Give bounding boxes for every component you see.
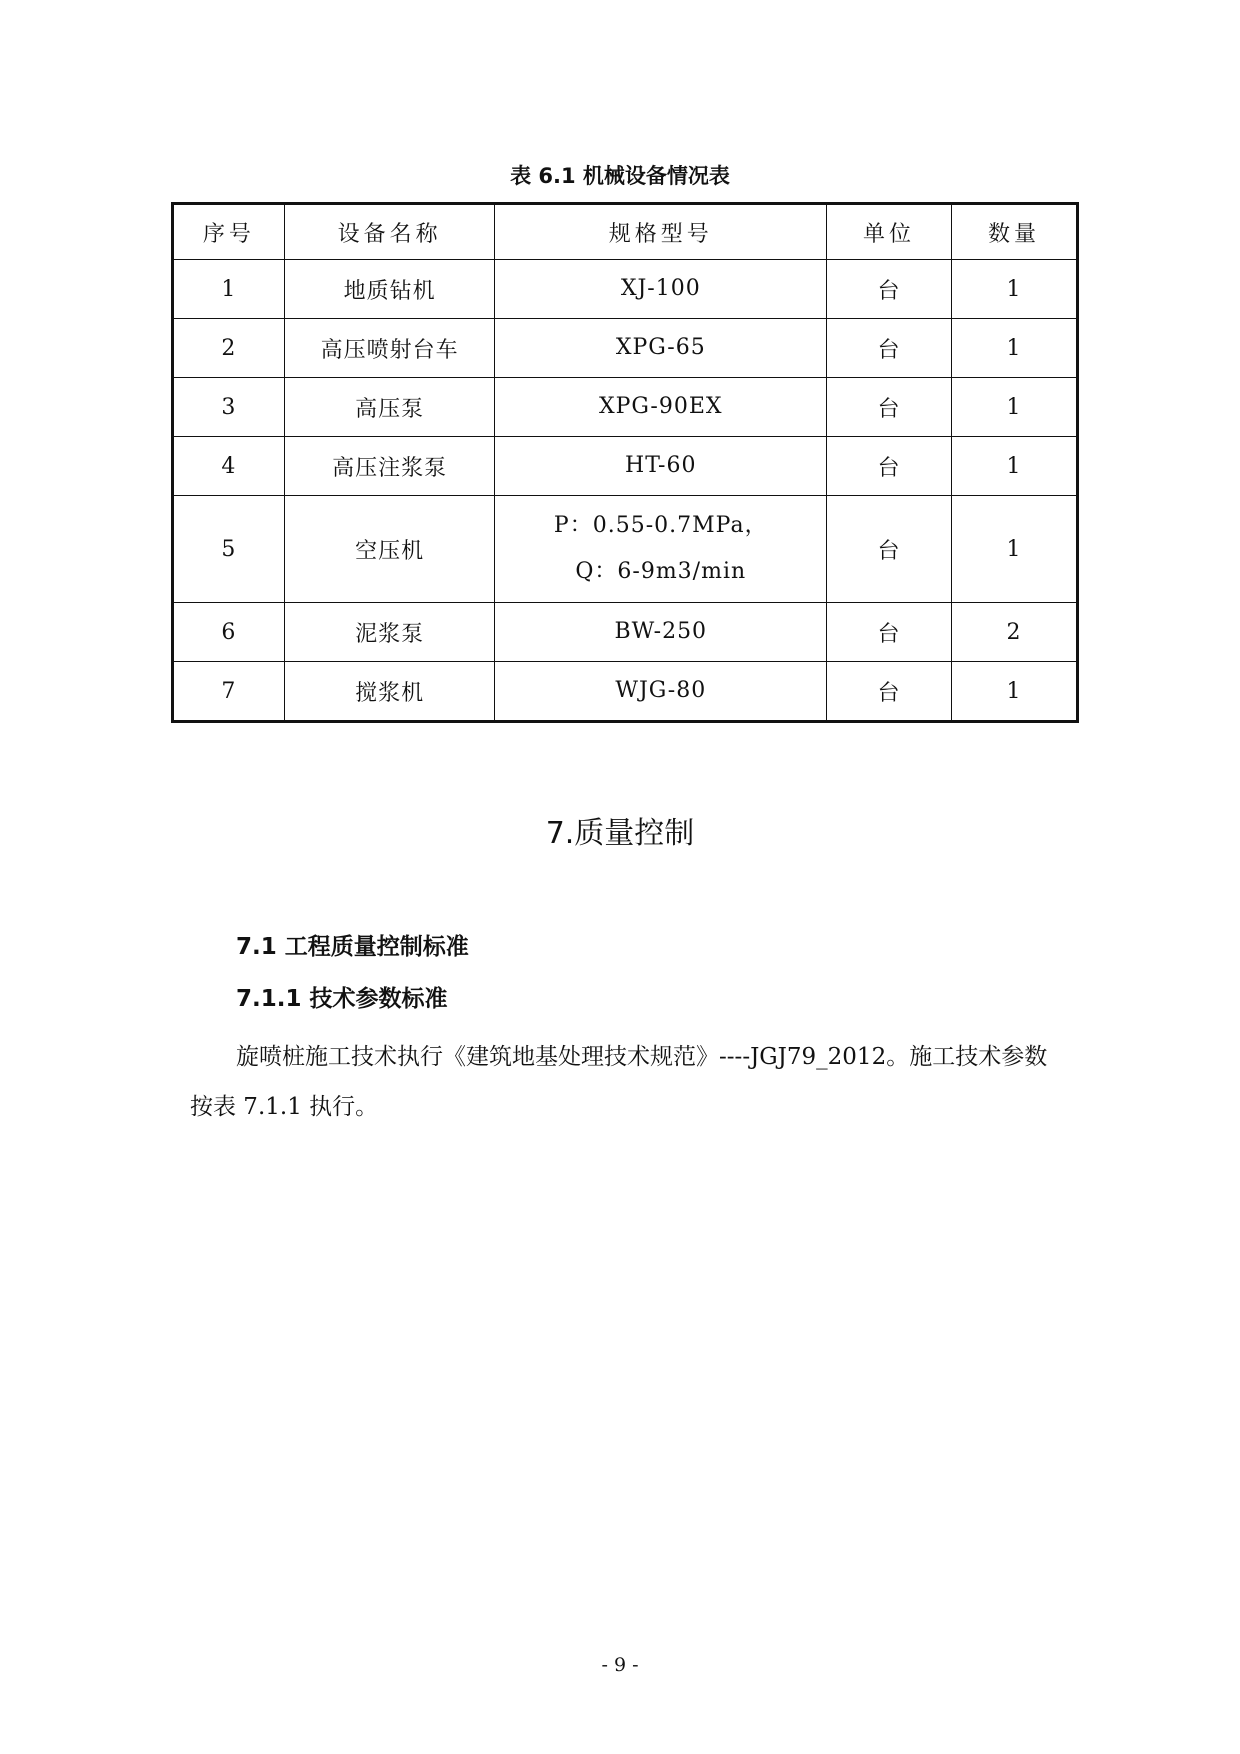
equipment-name-cell: 泥浆泵	[284, 603, 495, 662]
serial-cell: 2	[173, 319, 285, 378]
spec-cell	[495, 662, 827, 722]
unit-cell: 台	[827, 437, 952, 496]
unit-cell: 台	[827, 319, 952, 378]
equipment-name-cell: 高压泵	[284, 378, 495, 437]
header-cell: 数量	[952, 204, 1078, 260]
table-row	[173, 378, 1078, 437]
section-title: 7.质量控制	[545, 816, 695, 851]
subsubsection-heading: 7.1.1 技术参数标准	[236, 986, 448, 1012]
quantity-cell: 1	[952, 662, 1078, 722]
table-row	[173, 603, 1078, 662]
header-cell: 单位	[827, 204, 952, 260]
spec-line: WJG-80	[615, 678, 707, 703]
unit-cell: 台	[827, 603, 952, 662]
spec-line: XPG-65	[615, 335, 706, 360]
spec-cell	[495, 437, 827, 496]
quantity-cell: 2	[952, 603, 1078, 662]
serial-cell: 5	[173, 496, 285, 603]
unit-cell: 台	[827, 496, 952, 603]
serial-cell: 4	[173, 437, 285, 496]
spec-cell	[495, 319, 827, 378]
header-cell: 规格型号	[495, 204, 827, 260]
spec-line: HT-60	[625, 453, 697, 478]
table-row	[173, 319, 1078, 378]
unit-cell: 台	[827, 378, 952, 437]
spec-cell	[495, 378, 827, 437]
equipment-name-cell: 搅浆机	[284, 662, 495, 722]
quantity-cell: 1	[952, 437, 1078, 496]
header-cell: 序号	[173, 204, 285, 260]
equipment-name-cell: 地质钻机	[284, 260, 495, 319]
equipment-name-cell: 空压机	[284, 496, 495, 603]
spec-line: P：0.55-0.7MPa，	[553, 513, 768, 538]
spec-cell	[495, 603, 827, 662]
spec-line: BW-250	[614, 619, 708, 644]
spec-cell	[495, 260, 827, 319]
table-row	[173, 260, 1078, 319]
equipment-table	[171, 202, 1079, 723]
table-caption: 表 6.1 机械设备情况表	[510, 164, 730, 188]
header-cell: 设备名称	[284, 204, 495, 260]
spec-line: XJ-100	[620, 276, 701, 301]
page-number: - 9 -	[601, 1654, 639, 1676]
unit-cell: 台	[827, 260, 952, 319]
spec-line: XPG-90EX	[598, 394, 723, 419]
spec-line: Q：6-9m3/min	[575, 559, 747, 584]
serial-cell: 7	[173, 662, 285, 722]
serial-cell: 3	[173, 378, 285, 437]
quantity-cell: 1	[952, 319, 1078, 378]
serial-cell: 6	[173, 603, 285, 662]
quantity-cell: 1	[952, 496, 1078, 603]
subsection-heading: 7.1 工程质量控制标准	[236, 934, 469, 960]
unit-cell: 台	[827, 662, 952, 722]
body-paragraph: 旋喷桩施工技术执行《建筑地基处理技术规范》----JGJ79_2012。施工技术参数按表 7.1.1 执行。	[190, 1044, 1048, 1120]
table-row	[173, 437, 1078, 496]
quantity-cell: 1	[952, 260, 1078, 319]
quantity-cell: 1	[952, 378, 1078, 437]
table-header-row	[173, 204, 1078, 260]
spec-cell	[495, 496, 827, 603]
equipment-name-cell: 高压喷射台车	[284, 319, 495, 378]
serial-cell: 1	[173, 260, 285, 319]
equipment-name-cell: 高压注浆泵	[284, 437, 495, 496]
table-row	[173, 662, 1078, 722]
table-row	[173, 496, 1078, 603]
